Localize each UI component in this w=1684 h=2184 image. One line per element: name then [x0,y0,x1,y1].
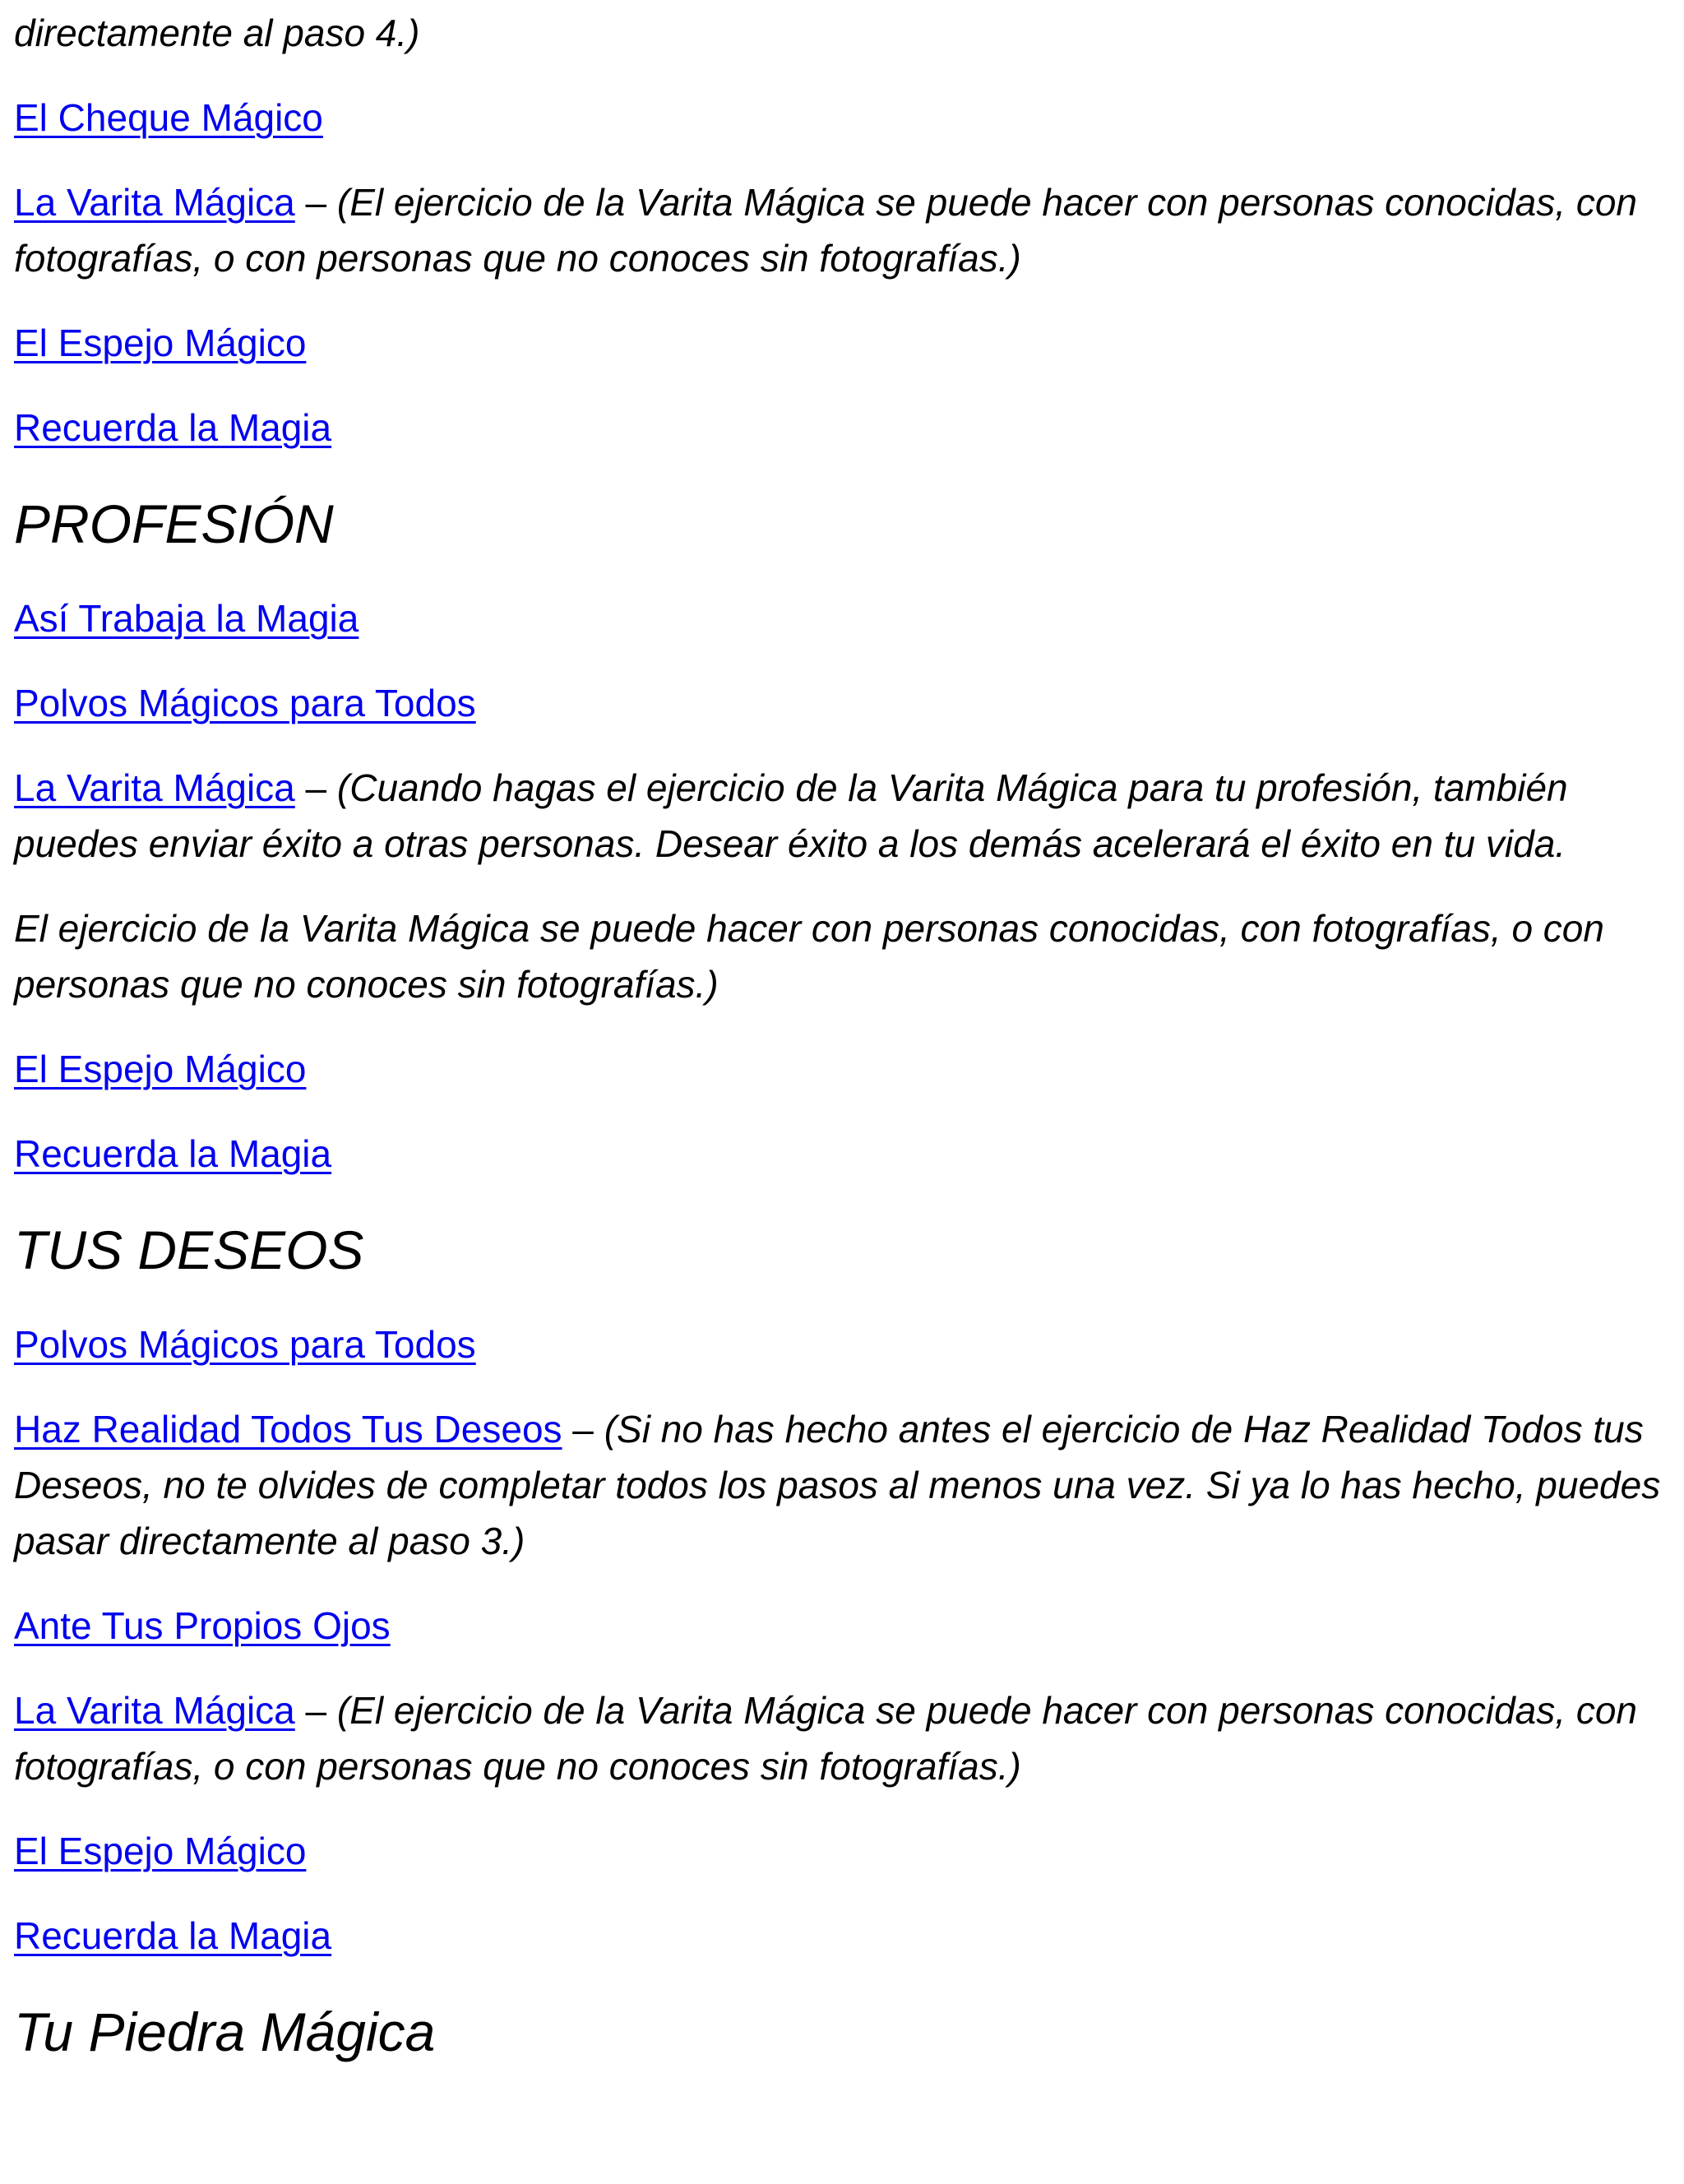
list-item [14,400,1670,456]
list-item [14,1401,1670,1569]
separator-dash: – [294,1689,337,1732]
exercise-link[interactable]: Recuerda la Magia [14,406,332,449]
list-item [14,174,1670,286]
section-heading: Tu Piedra Mágica [14,2001,436,2062]
list-item [14,1316,1670,1372]
list-item [14,1126,1670,1182]
exercise-link[interactable]: El Espejo Mágico [14,1048,307,1090]
list-item [14,1041,1670,1097]
list-item [14,90,1670,146]
list-item [14,590,1670,646]
exercise-link[interactable]: Polvos Mágicos para Todos [14,1323,476,1366]
list-item [14,675,1670,731]
intro-note: directamente al paso 4.) [14,12,420,54]
document-page [0,5,1684,2184]
exercise-note: (El ejercicio de la Varita Mágica se puede hacer con personas conocidas, con fotografías, o con personas que no conoces sin fotografías.) [14,181,1637,280]
section-heading: PROFESIÓN [14,493,334,554]
exercise-link[interactable]: La Varita Mágica [14,181,295,224]
list-item [14,1823,1670,1879]
exercise-link[interactable]: La Varita Mágica [14,766,295,809]
section-heading: TUS DESEOS [14,1219,364,1280]
list-item [14,900,1670,1012]
list-item [14,1682,1670,1794]
exercise-note: El ejercicio de la Varita Mágica se puede hacer con personas conocidas, con fotografías, o con personas que no conoces sin fotografías.) [14,907,1604,1006]
list-item [14,760,1670,872]
exercise-link[interactable]: Polvos Mágicos para Todos [14,682,476,724]
separator-dash: – [294,181,337,224]
exercise-link[interactable]: Así Trabaja la Magia [14,597,359,640]
exercise-link[interactable]: Recuerda la Magia [14,1914,332,1957]
list-item [14,315,1670,371]
list-item [14,1908,1670,1964]
exercise-note: (Cuando hagas el ejercicio de la Varita Mágica para tu profesión, también puedes enviar éxito a otras personas. Desear éxito a los demás acelerará el éxito en tu vida. [14,766,1568,865]
exercise-link[interactable]: El Espejo Mágico [14,1830,307,1872]
exercise-link[interactable]: El Espejo Mágico [14,322,307,364]
exercise-note: (Si no has hecho antes el ejercicio de Haz Realidad Todos tus Deseos, no te olvides de completar todos los pasos al menos una vez. Si ya lo has hecho, puedes pasar directamente al paso 3.) [14,1408,1661,1562]
exercise-link[interactable]: La Varita Mágica [14,1689,295,1732]
sections-container [14,90,1670,2069]
exercise-note: (El ejercicio de la Varita Mágica se puede hacer con personas conocidas, con fotografías, o con personas que no conoces sin fotografías.) [14,1689,1637,1788]
exercise-link[interactable]: Ante Tus Propios Ojos [14,1604,391,1647]
exercise-link[interactable]: Recuerda la Magia [14,1132,332,1175]
exercise-link[interactable]: Haz Realidad Todos Tus Deseos [14,1408,562,1451]
list-item [14,1598,1670,1654]
separator-dash: – [562,1408,604,1451]
separator-dash: – [294,766,337,809]
exercise-link[interactable]: El Cheque Mágico [14,96,323,139]
